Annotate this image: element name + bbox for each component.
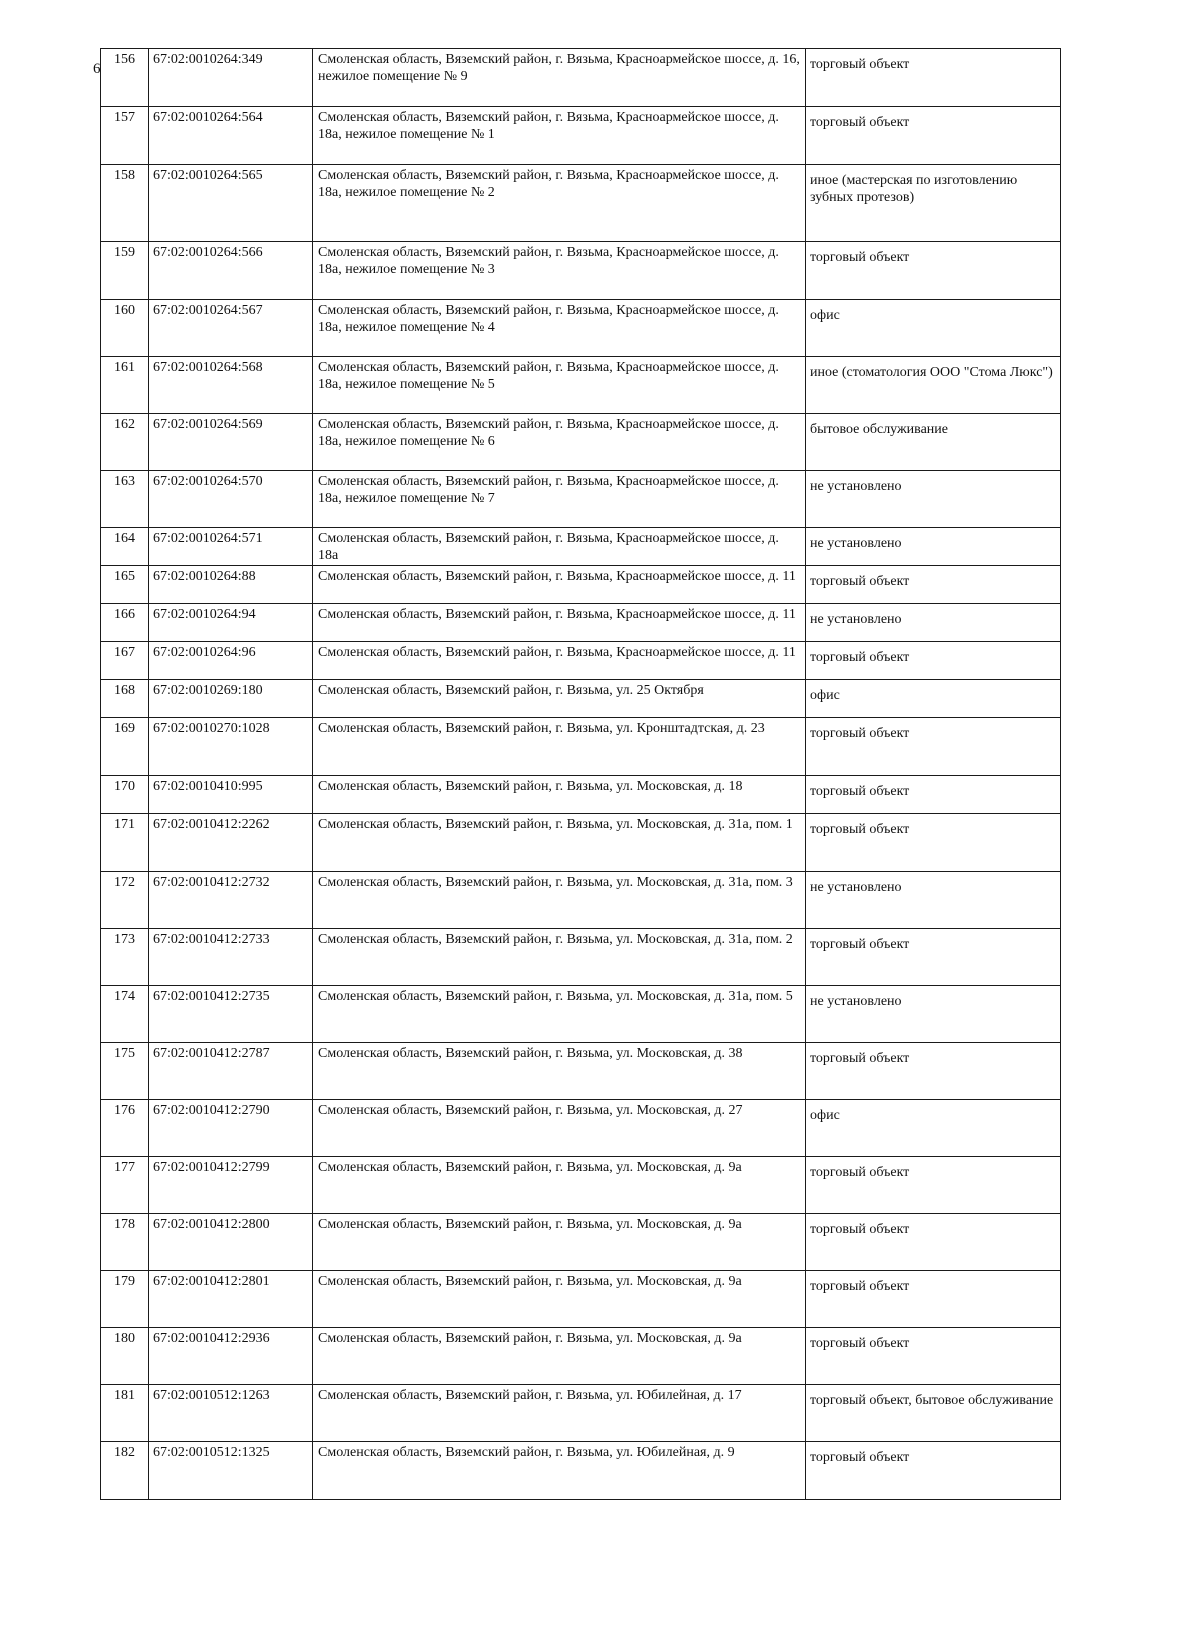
- address-cell: Смоленская область, Вяземский район, г. Вязьма, Красноармейское шоссе, д. 18а: [313, 528, 806, 566]
- cadastral-number-cell: 67:02:0010412:2735: [149, 986, 313, 1043]
- address-cell: Смоленская область, Вяземский район, г. Вязьма, ул. Московская, д. 31а, пом. 3: [313, 872, 806, 929]
- address-cell: Смоленская область, Вяземский район, г. Вязьма, Красноармейское шоссе, д. 18а, нежилое помещение № 3: [313, 242, 806, 300]
- row-number-cell: 162: [101, 414, 149, 471]
- row-number-cell: 180: [101, 1328, 149, 1385]
- cadastral-number-cell: 67:02:0010412:2800: [149, 1214, 313, 1271]
- usage-type-cell: торговый объект: [806, 107, 1061, 165]
- usage-type-cell: иное (стоматология ООО "Стома Люкс"): [806, 357, 1061, 414]
- usage-type-cell: торговый объект: [806, 566, 1061, 604]
- cadastral-number-cell: 67:02:0010264:94: [149, 604, 313, 642]
- row-number-cell: 181: [101, 1385, 149, 1442]
- cadastral-number-cell: 67:02:0010412:2801: [149, 1271, 313, 1328]
- cadastral-number-cell: 67:02:0010269:180: [149, 680, 313, 718]
- usage-type-cell: бытовое обслуживание: [806, 414, 1061, 471]
- table-row: [101, 471, 1061, 528]
- address-cell: Смоленская область, Вяземский район, г. Вязьма, Красноармейское шоссе, д. 11: [313, 566, 806, 604]
- table-row: [101, 986, 1061, 1043]
- address-cell: Смоленская область, Вяземский район, г. Вязьма, Красноармейское шоссе, д. 18а, нежилое помещение № 4: [313, 300, 806, 357]
- table-row: [101, 1328, 1061, 1385]
- cadastral-number-cell: 67:02:0010412:2262: [149, 814, 313, 872]
- address-cell: Смоленская область, Вяземский район, г. Вязьма, ул. Юбилейная, д. 9: [313, 1442, 806, 1500]
- usage-type-cell: не установлено: [806, 872, 1061, 929]
- usage-type-cell: торговый объект: [806, 642, 1061, 680]
- row-number-cell: 170: [101, 776, 149, 814]
- table-row: [101, 357, 1061, 414]
- row-number-cell: 165: [101, 566, 149, 604]
- usage-type-cell: не установлено: [806, 604, 1061, 642]
- address-cell: Смоленская область, Вяземский район, г. Вязьма, ул. 25 Октября: [313, 680, 806, 718]
- row-number-cell: 166: [101, 604, 149, 642]
- row-number-cell: 156: [101, 49, 149, 107]
- cadastral-number-cell: 67:02:0010264:568: [149, 357, 313, 414]
- row-number-cell: 177: [101, 1157, 149, 1214]
- address-cell: Смоленская область, Вяземский район, г. Вязьма, ул. Московская, д. 31а, пом. 5: [313, 986, 806, 1043]
- table-row: [101, 566, 1061, 604]
- table-row: [101, 1442, 1061, 1500]
- cadastral-number-cell: 67:02:0010264:569: [149, 414, 313, 471]
- row-number-cell: 179: [101, 1271, 149, 1328]
- usage-type-cell: не установлено: [806, 528, 1061, 566]
- cadastral-number-cell: 67:02:0010412:2799: [149, 1157, 313, 1214]
- address-cell: Смоленская область, Вяземский район, г. Вязьма, ул. Московская, д. 9а: [313, 1214, 806, 1271]
- address-cell: Смоленская область, Вяземский район, г. Вязьма, Красноармейское шоссе, д. 18а, нежилое помещение № 6: [313, 414, 806, 471]
- table-row: [101, 165, 1061, 242]
- address-cell: Смоленская область, Вяземский район, г. Вязьма, ул. Юбилейная, д. 17: [313, 1385, 806, 1442]
- cadastral-number-cell: 67:02:0010264:349: [149, 49, 313, 107]
- usage-type-cell: офис: [806, 680, 1061, 718]
- cadastral-number-cell: 67:02:0010512:1263: [149, 1385, 313, 1442]
- page-number: 6: [93, 61, 101, 77]
- property-table: [100, 48, 1061, 1500]
- row-number-cell: 176: [101, 1100, 149, 1157]
- cadastral-number-cell: 67:02:0010412:2790: [149, 1100, 313, 1157]
- table-row: [101, 604, 1061, 642]
- row-number-cell: 168: [101, 680, 149, 718]
- usage-type-cell: иное (мастерская по изготовлению зубных протезов): [806, 165, 1061, 242]
- cadastral-number-cell: 67:02:0010412:2733: [149, 929, 313, 986]
- address-cell: Смоленская область, Вяземский район, г. Вязьма, Красноармейское шоссе, д. 18а, нежилое помещение № 7: [313, 471, 806, 528]
- usage-type-cell: торговый объект: [806, 1043, 1061, 1100]
- row-number-cell: 159: [101, 242, 149, 300]
- table-row: [101, 814, 1061, 872]
- usage-type-cell: торговый объект: [806, 776, 1061, 814]
- row-number-cell: 171: [101, 814, 149, 872]
- table-row: [101, 642, 1061, 680]
- row-number-cell: 172: [101, 872, 149, 929]
- usage-type-cell: торговый объект: [806, 929, 1061, 986]
- row-number-cell: 175: [101, 1043, 149, 1100]
- usage-type-cell: не установлено: [806, 986, 1061, 1043]
- row-number-cell: 164: [101, 528, 149, 566]
- address-cell: Смоленская область, Вяземский район, г. Вязьма, Красноармейское шоссе, д. 11: [313, 604, 806, 642]
- cadastral-number-cell: 67:02:0010264:564: [149, 107, 313, 165]
- row-number-cell: 182: [101, 1442, 149, 1500]
- cadastral-number-cell: 67:02:0010264:96: [149, 642, 313, 680]
- cadastral-number-cell: 67:02:0010412:2787: [149, 1043, 313, 1100]
- address-cell: Смоленская область, Вяземский район, г. Вязьма, ул. Московская, д. 31а, пом. 2: [313, 929, 806, 986]
- address-cell: Смоленская область, Вяземский район, г. Вязьма, Красноармейское шоссе, д. 18а, нежилое помещение № 1: [313, 107, 806, 165]
- property-table-body: [101, 49, 1061, 1500]
- cadastral-number-cell: 67:02:0010410:995: [149, 776, 313, 814]
- usage-type-cell: торговый объект: [806, 1214, 1061, 1271]
- address-cell: Смоленская область, Вяземский район, г. Вязьма, ул. Московская, д. 38: [313, 1043, 806, 1100]
- address-cell: Смоленская область, Вяземский район, г. Вязьма, ул. Московская, д. 27: [313, 1100, 806, 1157]
- cadastral-number-cell: 67:02:0010264:570: [149, 471, 313, 528]
- usage-type-cell: торговый объект: [806, 814, 1061, 872]
- usage-type-cell: торговый объект: [806, 1442, 1061, 1500]
- table-row: [101, 929, 1061, 986]
- table-row: [101, 242, 1061, 300]
- row-number-cell: 160: [101, 300, 149, 357]
- cadastral-number-cell: 67:02:0010264:565: [149, 165, 313, 242]
- address-cell: Смоленская область, Вяземский район, г. Вязьма, Красноармейское шоссе, д. 11: [313, 642, 806, 680]
- table-row: [101, 1043, 1061, 1100]
- address-cell: Смоленская область, Вяземский район, г. Вязьма, ул. Московская, д. 18: [313, 776, 806, 814]
- table-row: [101, 1385, 1061, 1442]
- address-cell: Смоленская область, Вяземский район, г. Вязьма, Красноармейское шоссе, д. 18а, нежилое помещение № 2: [313, 165, 806, 242]
- cadastral-number-cell: 67:02:0010412:2732: [149, 872, 313, 929]
- row-number-cell: 163: [101, 471, 149, 528]
- table-row: [101, 1157, 1061, 1214]
- table-row: [101, 680, 1061, 718]
- address-cell: Смоленская область, Вяземский район, г. Вязьма, ул. Московская, д. 9а: [313, 1157, 806, 1214]
- cadastral-number-cell: 67:02:0010264:566: [149, 242, 313, 300]
- row-number-cell: 158: [101, 165, 149, 242]
- usage-type-cell: торговый объект: [806, 242, 1061, 300]
- address-cell: Смоленская область, Вяземский район, г. Вязьма, Красноармейское шоссе, д. 16, нежилое помещение № 9: [313, 49, 806, 107]
- cadastral-number-cell: 67:02:0010512:1325: [149, 1442, 313, 1500]
- usage-type-cell: офис: [806, 300, 1061, 357]
- usage-type-cell: не установлено: [806, 471, 1061, 528]
- cadastral-number-cell: 67:02:0010412:2936: [149, 1328, 313, 1385]
- table-row: [101, 414, 1061, 471]
- table-row: [101, 872, 1061, 929]
- address-cell: Смоленская область, Вяземский район, г. Вязьма, ул. Московская, д. 31а, пом. 1: [313, 814, 806, 872]
- address-cell: Смоленская область, Вяземский район, г. Вязьма, ул. Московская, д. 9а: [313, 1328, 806, 1385]
- table-row: [101, 718, 1061, 776]
- table-row: [101, 1271, 1061, 1328]
- address-cell: Смоленская область, Вяземский район, г. Вязьма, Красноармейское шоссе, д. 18а, нежилое помещение № 5: [313, 357, 806, 414]
- usage-type-cell: торговый объект: [806, 1328, 1061, 1385]
- row-number-cell: 169: [101, 718, 149, 776]
- row-number-cell: 178: [101, 1214, 149, 1271]
- usage-type-cell: офис: [806, 1100, 1061, 1157]
- table-row: [101, 107, 1061, 165]
- usage-type-cell: торговый объект: [806, 1157, 1061, 1214]
- usage-type-cell: торговый объект, бытовое обслуживание: [806, 1385, 1061, 1442]
- cadastral-number-cell: 67:02:0010264:567: [149, 300, 313, 357]
- row-number-cell: 173: [101, 929, 149, 986]
- row-number-cell: 167: [101, 642, 149, 680]
- cadastral-number-cell: 67:02:0010264:88: [149, 566, 313, 604]
- table-row: [101, 528, 1061, 566]
- row-number-cell: 157: [101, 107, 149, 165]
- cadastral-number-cell: 67:02:0010270:1028: [149, 718, 313, 776]
- usage-type-cell: торговый объект: [806, 49, 1061, 107]
- address-cell: Смоленская область, Вяземский район, г. Вязьма, ул. Кронштадтская, д. 23: [313, 718, 806, 776]
- table-row: [101, 1100, 1061, 1157]
- table-row: [101, 49, 1061, 107]
- address-cell: Смоленская область, Вяземский район, г. Вязьма, ул. Московская, д. 9а: [313, 1271, 806, 1328]
- usage-type-cell: торговый объект: [806, 718, 1061, 776]
- usage-type-cell: торговый объект: [806, 1271, 1061, 1328]
- table-row: [101, 776, 1061, 814]
- table-row: [101, 300, 1061, 357]
- row-number-cell: 174: [101, 986, 149, 1043]
- row-number-cell: 161: [101, 357, 149, 414]
- cadastral-number-cell: 67:02:0010264:571: [149, 528, 313, 566]
- table-row: [101, 1214, 1061, 1271]
